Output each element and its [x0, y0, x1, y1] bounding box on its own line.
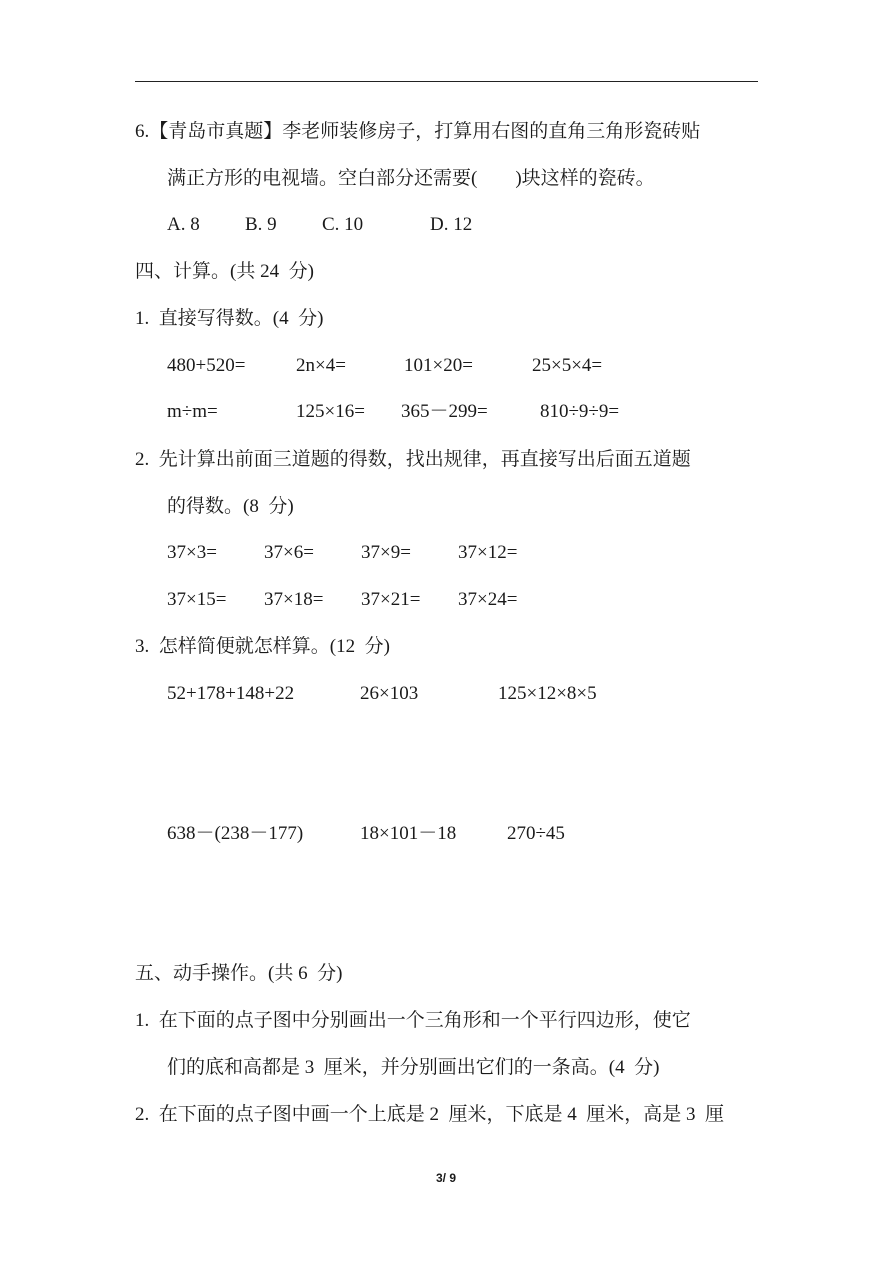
q6-line1: 6.【青岛市真题】李老师装修房子，打算用右图的直角三角形瓷砖贴	[135, 121, 701, 142]
s4-q1-r1-c3: 101×20=	[404, 355, 473, 376]
s4-q2-r1-c1: 37×3=	[167, 542, 217, 563]
s4-q3-r2-c1: 638－(238－177)	[167, 823, 304, 844]
q6-option-d: D. 12	[430, 214, 473, 235]
s4-q1-r1-c4: 25×5×4=	[532, 355, 603, 376]
s4-q2-r2-c4: 37×24=	[458, 589, 518, 610]
s4-q2-r1-c2: 37×6=	[264, 542, 314, 563]
s4-q1-r2-c2: 125×16=	[296, 401, 365, 422]
q6-option-c: C. 10	[322, 214, 364, 235]
s5-q2-line1: 2. 在下面的点子图中画一个上底是 2 厘米，下底是 4 厘米，高是 3 厘	[135, 1104, 725, 1125]
q6-option-a: A. 8	[167, 214, 200, 235]
s5-q1-line1: 1. 在下面的点子图中分别画出一个三角形和一个平行四边形，使它	[135, 1010, 691, 1031]
s4-q1-r1-c1: 480+520=	[167, 355, 246, 376]
s4-q1-title: 1. 直接写得数。(4 分)	[135, 308, 324, 329]
s4-q2-r2-c3: 37×21=	[361, 589, 421, 610]
s4-q3-r1-c1: 52+178+148+22	[167, 683, 295, 704]
q6-option-b: B. 9	[245, 214, 277, 235]
section5-title: 五、动手操作。(共 6 分)	[135, 963, 343, 984]
s5-q1-line2: 们的底和高都是 3 厘米，并分别画出它们的一条高。(4 分)	[167, 1057, 660, 1078]
s4-q2-line1: 2. 先计算出前面三道题的得数，找出规律，再直接写出后面五道题	[135, 449, 691, 470]
header-rule	[135, 81, 758, 82]
s4-q2-r1-c4: 37×12=	[458, 542, 518, 563]
s4-q3-r1-c3: 125×12×8×5	[498, 683, 597, 704]
s4-q3-title: 3. 怎样简便就怎样算。(12 分)	[135, 636, 390, 657]
s4-q1-r2-c4: 810÷9÷9=	[540, 401, 620, 422]
s4-q3-r1-c2: 26×103	[360, 683, 419, 704]
s4-q2-line2: 的得数。(8 分)	[167, 496, 294, 517]
s4-q1-r2-c3: 365－299=	[401, 401, 488, 422]
section4-title: 四、计算。(共 24 分)	[135, 261, 314, 282]
s4-q3-r2-c2: 18×101－18	[360, 823, 457, 844]
s4-q2-r2-c2: 37×18=	[264, 589, 324, 610]
s4-q3-r2-c3: 270÷45	[507, 823, 565, 844]
s4-q2-r2-c1: 37×15=	[167, 589, 227, 610]
s4-q2-r1-c3: 37×9=	[361, 542, 411, 563]
page-number: 3/ 9	[435, 1171, 456, 1185]
s4-q1-r1-c2: 2n×4=	[296, 355, 346, 376]
s4-q1-r2-c1: m÷m=	[167, 401, 218, 422]
q6-line2: 满正方形的电视墙。空白部分还需要( )块这样的瓷砖。	[167, 168, 655, 189]
